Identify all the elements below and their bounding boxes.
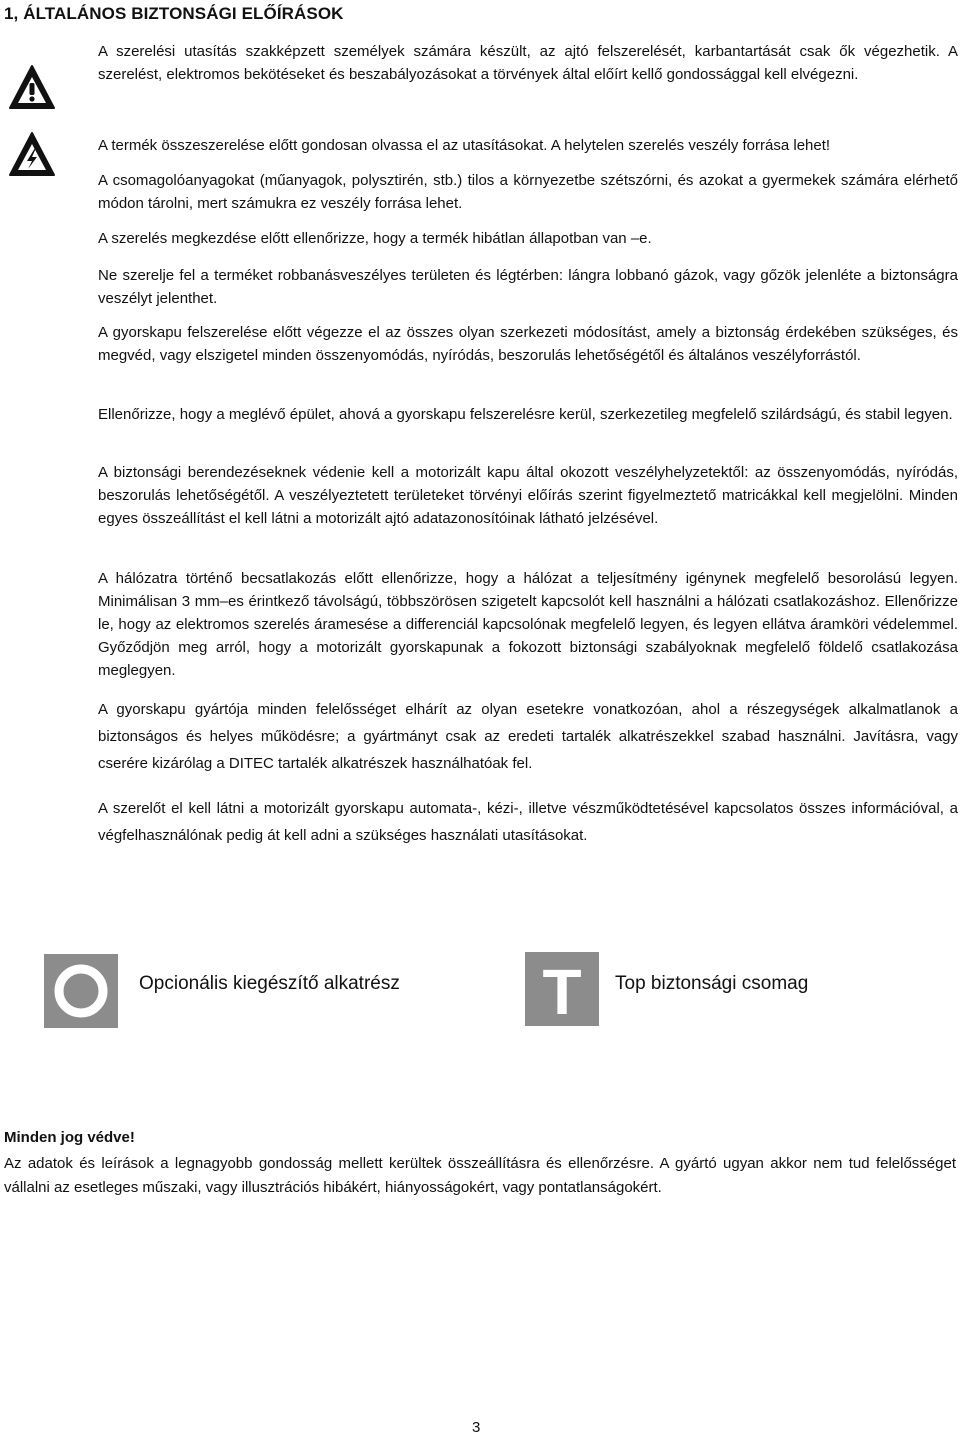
rights-title: Minden jog védve! (4, 1129, 135, 1146)
general-warning-icon (8, 64, 56, 110)
paragraph-check-product: A szerelés megkezdése előtt ellenőrizze, hogy a termék hibátlan állapotban van –e. (98, 230, 652, 247)
electric-hazard-icon (8, 131, 56, 177)
optional-accessory-label: Opcionális kiegészítő alkatrész (139, 973, 400, 994)
paragraph-structural-changes: A gyorskapu felszerelése előtt végezze el az összes olyan szerkezeti módosítást, amely a biztonság érdekében szükséges, és megvéd, vagy elszigetel minden összenyomódás, nyíródás, beszorulás lehetőségétől és általános veszélyforrástól. (98, 324, 958, 364)
paragraph-read-instructions: A termék összeszerelése előtt gondosan olvassa el az utasításokat. A helytelen szerelés veszély forrása lehet! (98, 137, 831, 154)
section-heading: 1, ÁLTALÁNOS BIZTONSÁGI ELŐÍRÁSOK (4, 4, 344, 23)
page-number: 3 (472, 1419, 481, 1436)
top-safety-package-label: Top biztonsági csomag (615, 973, 809, 994)
paragraph-explosive-areas: Ne szerelje fel a terméket robbanásveszélyes területen és légtérben: lángra lobbanó gázok, vagy gőzök jelenléte a biztonságra veszélyt jelenthet. (98, 267, 958, 307)
paragraph-building-strength: Ellenőrizze, hogy a meglévő épület, ahová a gyorskapu felszerelésre kerül, szerkezetileg megfelelő szilárdságú, és stabil legyen. (98, 406, 953, 423)
paragraph-mains-connection: A hálózatra történő becsatlakozás előtt ellenőrizze, hogy a hálózat a teljesítmény igénynek megfelelő besorolású legyen. Minimálisan 3 mm–es érintkező távolságú, többszörösen szigetelt kapcsolót kell használni a hálózati csatlakozáshoz. Ellenőrizze le, hogy az elektromos szerelés áramesése a differenciál kapcsolónak megfelelő legyen, és legyen ellátva áramköri védelemmel. Győződjön meg arról, hogy a motorizált gyorskapunak a fokozott biztonsági szabályoknak megfelelő földelő csatlakozása meglegyen. (98, 570, 958, 679)
optional-accessory-symbol (44, 954, 118, 1028)
paragraph-safety-devices: A biztonsági berendezéseknek védenie kell a motorizált kapu által okozott veszélyhelyzetektől: az összenyomódás, nyíródás, beszorulás lehetőségétől. A veszélyeztetett területeket törvényi előírás szerint figyelmeztető matricákkal kell megjelölni. Minden egyes összeállítást el kell látni a motorizált ajtó adatazonosítóinak látható jelzésével. (98, 464, 958, 527)
paragraph-qualified-personnel: A szerelési utasítás szakképzett személyek számára készült, az ajtó felszerelését, karbantartását csak ők végezhetik. A szerelést, elektromos bekötéseket és beszabályozásokat a törvények által előírt kellő gondossággal kell elvégezni. (98, 43, 958, 83)
paragraph-packaging: A csomagolóanyagokat (műanyagok, polysztirén, stb.) tilos a környezetbe szétszórni, és azokat a gyermekek számára elérhető módon tárolni, mert számukra ez veszély forrása lehet. (98, 172, 958, 212)
paragraph-user-information: A szerelőt el kell látni a motorizált gyorskapu automata-, kézi-, illetve vészműködtetésével kapcsolatos összes információval, a végfelhasználónak pedig át kell adni a szükséges használati utasításokat. (98, 800, 958, 844)
rights-disclaimer: Az adatok és leírások a legnagyobb gondosság mellett kerültek összeállításra és ellenőrzésre. A gyártó ugyan akkor nem tud felelősséget vállalni az esetleges műszaki, vagy illusztrációs hibákért, hiányosságokért, vagy pontatlanságokért. (4, 1155, 956, 1196)
circle-o-icon (44, 954, 118, 1028)
paragraph-manufacturer-liability: A gyorskapu gyártója minden felelősséget elhárít az olyan esetekre vonatkozóan, ahol a részegységek alkalmatlanok a biztonságos és helyes működésre; a gyártmányt csak az eredeti tartalék alkatrészekkel szabad használni. Javításra, vagy cserére kizárólag a DITEC tartalék alkatrészek használhatóak fel. (98, 701, 958, 772)
top-symbol-letter: T (542, 956, 582, 1026)
top-safety-package-symbol (525, 952, 599, 1026)
